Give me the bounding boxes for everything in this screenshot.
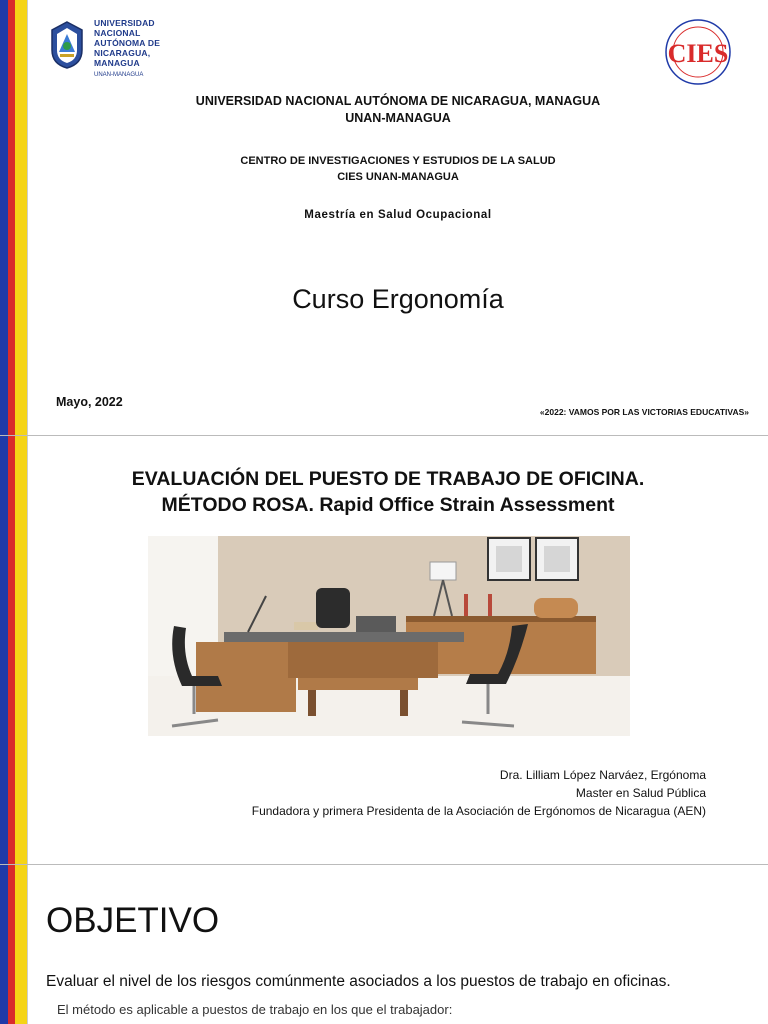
objective-text: Evaluar el nivel de los riesgos comúnmente asociados a los puestos de trabajo en oficinas. — [46, 973, 671, 990]
unan-logo-text: UNIVERSIDAD NACIONAL AUTÓNOMA DE NICARAGUA, MANAGUA — [94, 18, 161, 68]
author-degree: Master en Salud Pública — [575, 786, 706, 800]
university-heading: UNIVERSIDAD NACIONAL AUTÓNOMA DE NICARAGUA, MANAGUA UNAN-MANAGUA — [195, 94, 601, 125]
unan-logo — [48, 18, 168, 82]
objective-slide — [0, 865, 768, 1024]
slide-title: EVALUACIÓN DEL PUESTO DE TRABAJO DE OFICINA. MÉTODO ROSA. Rapid Office Strain Assessment — [131, 468, 645, 516]
author-name: Dra. Lilliam López Narváez, Ergónoma — [499, 768, 706, 782]
author-role: Fundadora y primera Presidenta de la Asociación de Ergónomos de Nicaragua (AEN) — [251, 804, 706, 818]
motto-text: «2022: VAMOS POR LAS VICTORIAS EDUCATIVAS» — [539, 407, 749, 417]
center-heading: CENTRO DE INVESTIGACIONES Y ESTUDIOS DE LA SALUD CIES UNAN-MANAGUA — [240, 155, 556, 183]
unan-seal-icon — [48, 20, 86, 70]
flag-stripe — [0, 0, 28, 435]
flag-stripe — [0, 436, 28, 864]
objective-title: OBJETIVO — [46, 901, 220, 940]
flag-stripe — [0, 865, 28, 1024]
cies-logo-text: CIES — [667, 39, 729, 68]
program-name: Maestría en Salud Ocupacional — [304, 209, 492, 221]
cies-logo — [664, 18, 732, 86]
title-slide — [0, 0, 768, 435]
unan-logo-subtext: UNAN-MANAGUA — [94, 72, 144, 78]
office-photo — [148, 536, 630, 736]
applies-text: El método es aplicable a puestos de trabajo en los que el trabajador: — [57, 1002, 453, 1017]
course-title: Curso Ergonomía — [292, 284, 504, 314]
method-slide — [0, 436, 768, 864]
date-label: Mayo, 2022 — [56, 395, 123, 409]
author-credits — [252, 766, 706, 820]
